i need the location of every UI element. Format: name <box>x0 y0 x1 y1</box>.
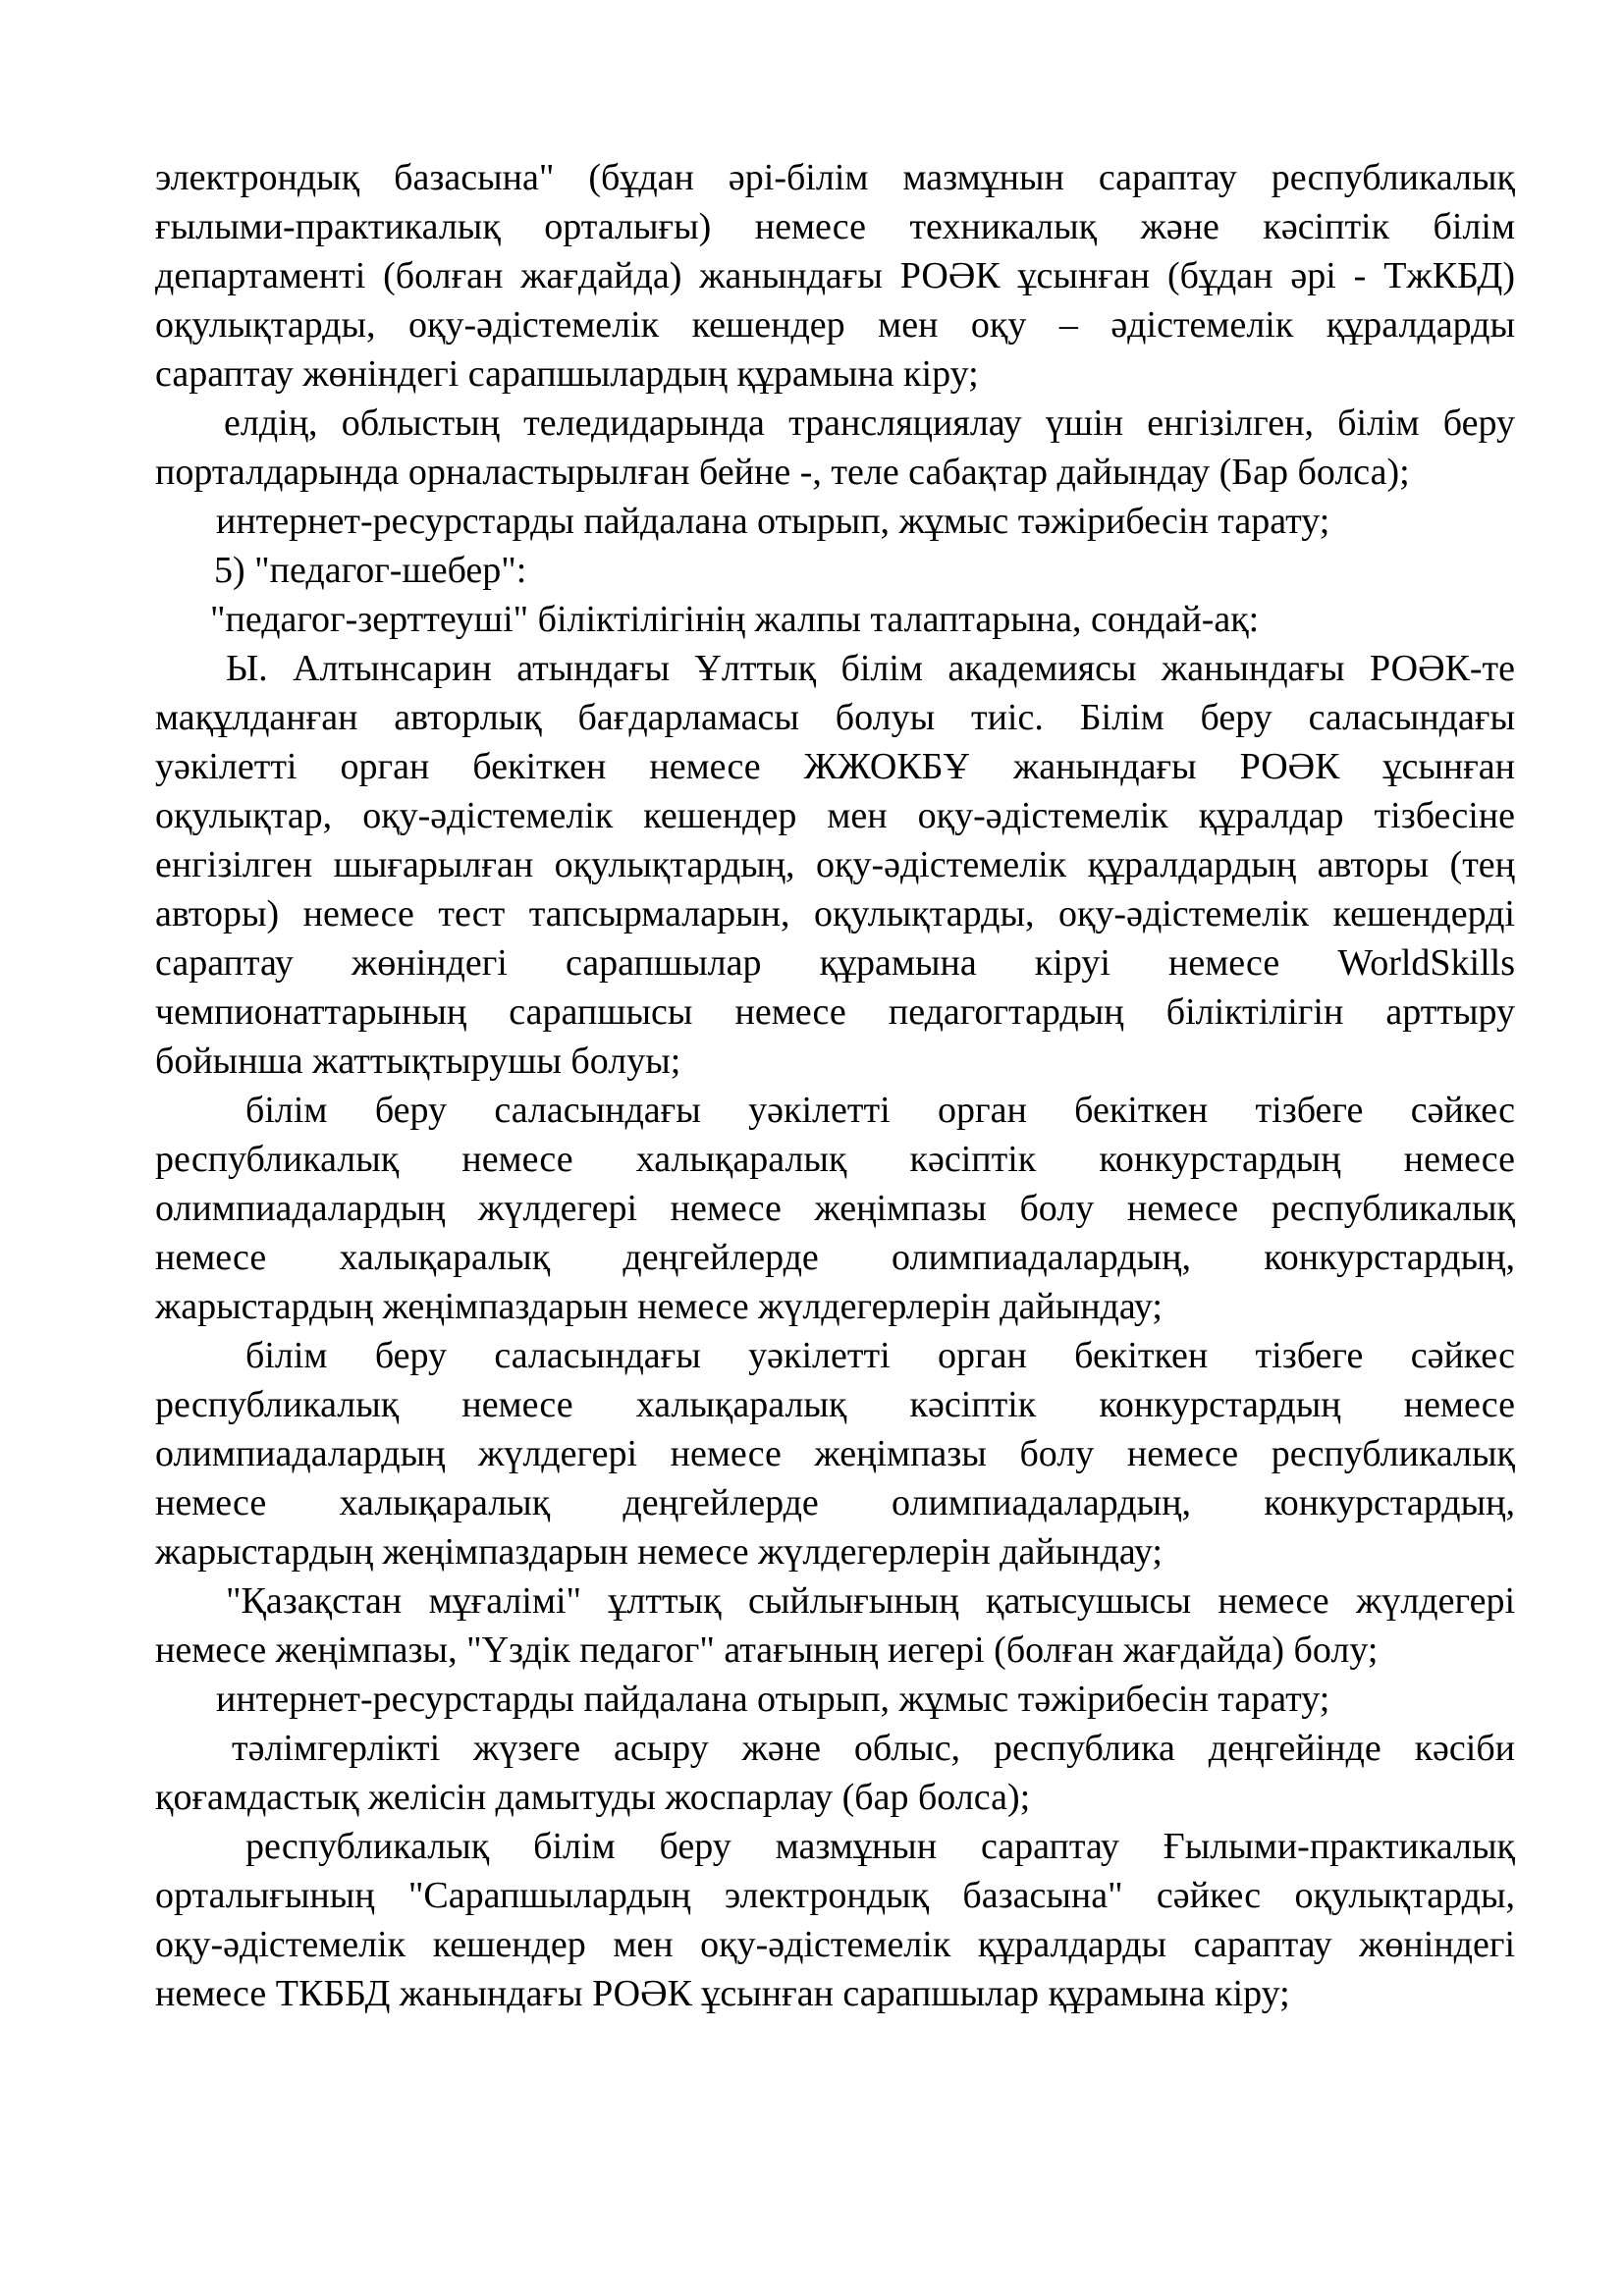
text-line: электрондық базасына" (бұдан әрі-білім мазмұнын сараптау республикалық <box>155 157 1515 198</box>
text-line: немесе жеңімпазы, "Үздік педагог" атағының иегері (болған жағдайда) болу; <box>155 1629 1379 1671</box>
text-line: олимпиадалардың жүлдегері немесе жеңімпазы болу немесе республикалық <box>155 1433 1515 1474</box>
text-line: оқулықтар, оқу-әдістемелік кешендер мен оқу-әдістемелік құралдар тізбесіне <box>155 795 1515 836</box>
text-line: республикалық немесе халықаралық кәсіптік конкурстардың немесе <box>155 1139 1515 1180</box>
text-line: сараптау жөніндегі сарапшылар құрамына кіруі немесе WorldSkills <box>155 942 1515 984</box>
text-line: интернет-ресурстарды пайдалана отырып, жұмыс тәжірибесін тарату; <box>216 501 1330 542</box>
text-line: бойынша жаттықтырушы болуы; <box>155 1041 681 1082</box>
text-line: немесе халықаралық деңгейлерде олимпиадалардың, конкурстардың, <box>155 1237 1515 1278</box>
text-line: білім беру саласындағы уәкілетті орган бекіткен тізбеге сәйкес <box>245 1335 1515 1376</box>
text-line: департаменті (болған жағдайда) жанындағы РОӘК ұсынған (бұдан әрі - ТжКБД) <box>155 255 1515 296</box>
paragraph <box>155 1822 1515 2018</box>
text-line: жарыстардың жеңімпаздарын немесе жүлдегерлерін дайындау; <box>155 1286 1163 1327</box>
text-line: авторы) немесе тест тапсырмаларын, оқулықтарды, оқу-әдістемелік кешендерді <box>155 893 1515 934</box>
paragraph <box>155 1724 1515 1822</box>
text-line: Ы. Алтынсарин атындағы Ұлттық білім академиясы жанындағы РОӘК-те <box>226 648 1515 689</box>
text-line: чемпионаттарының сарапшысы немесе педагогтардың біліктілігін арттыру <box>155 991 1515 1033</box>
paragraph <box>155 1576 1515 1675</box>
text-line: "педагог-зерттеуші" біліктілігінің жалпы талаптарына, сондай-ақ: <box>210 599 1260 640</box>
text-line: білім беру саласындағы уәкілетті орган бекіткен тізбеге сәйкес <box>245 1090 1515 1131</box>
text-line: оқулықтарды, оқу-әдістемелік кешендер мен оқу – әдістемелік құралдарды <box>155 304 1515 346</box>
paragraph <box>155 1086 1515 1331</box>
text-line: "Қазақстан мұғалімі" ұлттық сыйлығының қатысушысы немесе жүлдегері <box>226 1580 1515 1622</box>
text-line: орталығының "Сарапшылардың электрондық базасына" сәйкес оқулықтарды, <box>155 1875 1515 1916</box>
text-line: енгізілген шығарылған оқулықтардың, оқу-әдістемелік құралдардың авторы (тең <box>155 844 1515 885</box>
text-line: елдің, облыстың теледидарында трансляциялау үшін енгізілген, білім беру <box>224 402 1515 444</box>
paragraph <box>155 546 1515 595</box>
paragraph <box>155 497 1515 546</box>
text-line: жарыстардың жеңімпаздарын немесе жүлдегерлерін дайындау; <box>155 1531 1163 1573</box>
text-line: оқу-әдістемелік кешендер мен оқу-әдістемелік құралдарды сараптау жөніндегі <box>155 1924 1515 1965</box>
text-line: тәлімгерлікті жүзеге асыру және облыс, республика деңгейінде кәсіби <box>232 1728 1515 1769</box>
paragraph <box>155 1331 1515 1576</box>
text-line: 5) "педагог-шебер": <box>214 550 527 591</box>
document-text <box>155 153 1515 2018</box>
text-line: уәкілетті орган бекіткен немесе ЖЖОКБҰ жанындағы РОӘК ұсынған <box>155 746 1515 787</box>
text-line: мақұлданған авторлық бағдарламасы болуы тиіс. Білім беру саласындағы <box>155 697 1515 738</box>
paragraph <box>155 399 1515 497</box>
text-line: немесе халықаралық деңгейлерде олимпиадалардың, конкурстардың, <box>155 1482 1515 1523</box>
text-line: порталдарында орналастырылған бейне -, теле сабақтар дайындау (Бар болса); <box>155 452 1410 493</box>
paragraph <box>155 644 1515 1086</box>
text-line: республикалық немесе халықаралық кәсіптік конкурстардың немесе <box>155 1384 1515 1425</box>
paragraph <box>155 1675 1515 1724</box>
text-line: сараптау жөніндегі сарапшылардың құрамына кіру; <box>155 353 979 395</box>
text-line: немесе ТКББД жанындағы РОӘК ұсынған сарапшылар құрамына кіру; <box>155 1973 1290 2014</box>
text-line: қоғамдастық желісін дамытуды жоспарлау (бар болса); <box>155 1777 1031 1818</box>
text-line: ғылыми-практикалық орталығы) немесе техникалық және кәсіптік білім <box>155 206 1515 247</box>
text-line: интернет-ресурстарды пайдалана отырып, жұмыс тәжірибесін тарату; <box>216 1679 1330 1720</box>
text-line: республикалық білім беру мазмұнын сараптау Ғылыми-практикалық <box>245 1826 1515 1867</box>
text-line: олимпиадалардың жүлдегері немесе жеңімпазы болу немесе республикалық <box>155 1188 1515 1229</box>
paragraph <box>155 153 1515 399</box>
paragraph <box>155 595 1515 644</box>
